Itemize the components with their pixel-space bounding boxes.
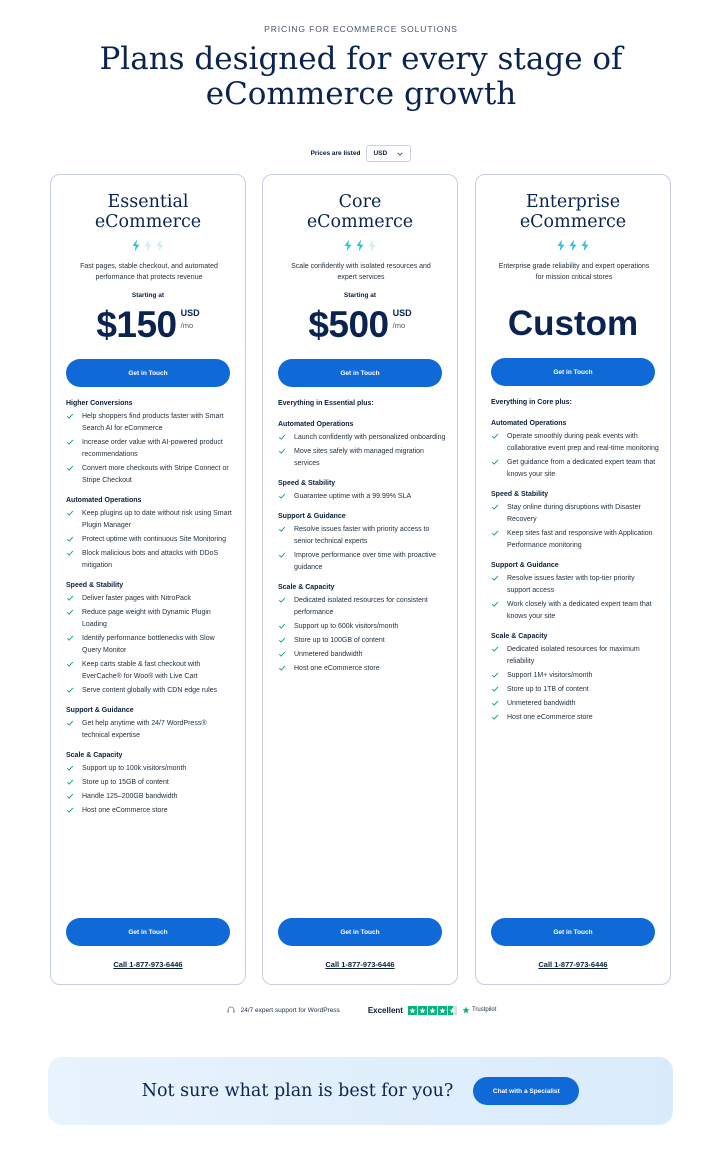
check-icon xyxy=(491,458,499,466)
feature-section xyxy=(66,752,234,817)
feature-item xyxy=(278,649,446,661)
chevron-down-icon xyxy=(396,150,404,158)
price-meta xyxy=(181,308,200,347)
star-icon xyxy=(439,1007,446,1014)
plan-description: Enterprise grade reliability and expert operations for mission critical stores xyxy=(498,263,650,281)
feature-item xyxy=(66,685,234,697)
trustpilot-rating[interactable] xyxy=(368,1006,497,1015)
feature-section xyxy=(278,513,446,574)
bolt-icon xyxy=(556,239,566,252)
feature-item xyxy=(491,573,659,597)
star-icon xyxy=(429,1007,436,1014)
feature-item xyxy=(278,663,446,675)
starting-at-label: Starting at xyxy=(343,292,377,299)
bolt-icon xyxy=(580,239,590,252)
check-icon xyxy=(278,664,286,672)
feature-item-text: Host one eCommerce store xyxy=(294,665,380,672)
feature-item xyxy=(66,607,234,631)
check-icon xyxy=(278,433,286,441)
feature-item xyxy=(66,659,234,683)
currency-value: USD xyxy=(373,150,388,157)
currency-row xyxy=(0,145,722,162)
feature-item xyxy=(66,791,234,803)
bolt-icon xyxy=(131,239,141,252)
feature-item xyxy=(491,644,659,668)
star-icon xyxy=(449,1007,456,1014)
bolt-icon xyxy=(568,239,578,252)
feature-section-title: Speed & Stability xyxy=(278,480,336,487)
feature-item xyxy=(278,446,446,470)
check-icon xyxy=(66,792,74,800)
feature-section xyxy=(491,420,659,481)
check-icon xyxy=(491,685,499,693)
check-icon xyxy=(278,492,286,500)
price-row xyxy=(51,303,245,347)
feature-item-text: Host one eCommerce store xyxy=(82,807,168,814)
get-in-touch-button[interactable]: Get in Touch xyxy=(278,359,442,387)
rating-star xyxy=(448,1006,457,1015)
price: $150 xyxy=(96,304,177,345)
trust-row xyxy=(0,1005,722,1015)
feature-item xyxy=(278,524,446,548)
feature-item-text: Reduce page weight with Dynamic Plugin Loading xyxy=(82,609,211,628)
page-title-line-2: eCommerce growth xyxy=(205,76,517,112)
check-icon xyxy=(491,503,499,511)
feature-section xyxy=(66,707,234,742)
feature-item-text: Keep sites fast and responsive with Application Performance monitoring xyxy=(507,530,653,549)
feature-section-title: Scale & Capacity xyxy=(278,584,335,591)
feature-section-title: Scale & Capacity xyxy=(491,633,548,640)
feature-item xyxy=(66,411,234,435)
feature-section xyxy=(278,480,446,503)
price-custom: Custom xyxy=(507,304,639,343)
performance-rating xyxy=(263,239,457,252)
call-link[interactable]: Call 1-877-973-6446 xyxy=(538,960,608,969)
feature-list xyxy=(66,400,234,827)
price-currency: USD xyxy=(392,308,412,318)
trustpilot-star-icon xyxy=(462,1006,470,1014)
feature-item xyxy=(491,698,659,710)
feature-item xyxy=(278,432,446,444)
check-icon xyxy=(278,650,286,658)
trustpilot-logo xyxy=(462,1006,496,1014)
feature-section-title: Support & Guidance xyxy=(491,562,559,569)
feature-section xyxy=(491,633,659,724)
feature-item-text: Get help anytime with 24/7 WordPress® technical expertise xyxy=(82,720,207,739)
feature-item xyxy=(66,548,234,572)
feature-item-text: Block malicious bots and attacks with DDoS mitigation xyxy=(82,550,219,569)
feature-section-title: Automated Operations xyxy=(278,421,354,428)
bolt-icon xyxy=(343,239,353,252)
check-icon xyxy=(66,438,74,446)
cta-text: Not sure what plan is best for you? xyxy=(141,1081,454,1101)
feature-section xyxy=(66,400,234,487)
trustpilot-brand: Trustpilot xyxy=(471,1007,497,1013)
rating-word: Excellent xyxy=(367,1005,403,1015)
feature-list xyxy=(278,400,446,685)
price-currency: USD xyxy=(180,308,200,318)
rating-star xyxy=(428,1006,437,1015)
check-icon xyxy=(66,594,74,602)
check-icon xyxy=(278,551,286,559)
plan-name-line-1: Core xyxy=(338,192,382,212)
feature-item xyxy=(66,763,234,775)
check-icon xyxy=(278,525,286,533)
get-in-touch-button[interactable]: Get in Touch xyxy=(491,358,655,386)
check-icon xyxy=(278,622,286,630)
check-icon xyxy=(66,608,74,616)
check-icon xyxy=(66,464,74,472)
eyebrow: PRICING FOR ECOMMERCE SOLUTIONS xyxy=(264,24,458,34)
feature-item-text: Deliver faster pages with NitroPack xyxy=(82,595,191,602)
feature-item xyxy=(491,684,659,696)
plan-name-line-2: eCommerce xyxy=(519,212,627,232)
feature-item xyxy=(66,805,234,817)
feature-item-text: Get guidance from a dedicated expert team that knows your site xyxy=(507,459,656,478)
price-period: /mo xyxy=(180,321,194,330)
bolt-icon xyxy=(155,239,165,252)
get-in-touch-button-bottom[interactable]: Get in Touch xyxy=(491,918,655,946)
cta-banner xyxy=(48,1057,673,1125)
check-icon xyxy=(66,778,74,786)
feature-item xyxy=(491,712,659,724)
feature-item xyxy=(491,599,659,623)
feature-item xyxy=(66,718,234,742)
feature-item xyxy=(66,437,234,461)
check-icon xyxy=(278,636,286,644)
feature-item-text: Stay online during disruptions with Disaster Recovery xyxy=(507,504,641,523)
feature-item xyxy=(66,593,234,605)
plan-description: Fast pages, stable checkout, and automated performance that protects revenue xyxy=(80,263,218,281)
plan-description: Scale confidently with isolated resources and expert services xyxy=(291,263,431,281)
check-icon xyxy=(66,764,74,772)
feature-item xyxy=(66,463,234,487)
feature-section xyxy=(491,491,659,552)
feature-item-text: Dedicated isolated resources for consistent performance xyxy=(294,597,428,616)
feature-item-text: Unmetered bandwidth xyxy=(294,651,363,658)
check-icon xyxy=(66,549,74,557)
check-icon xyxy=(66,535,74,543)
plan-name xyxy=(476,192,670,232)
chat-with-specialist-button[interactable]: Chat with a Specialist xyxy=(473,1077,579,1105)
check-icon xyxy=(278,596,286,604)
feature-item xyxy=(491,670,659,682)
price-meta xyxy=(393,308,412,347)
price-period: /mo xyxy=(392,321,406,330)
check-icon xyxy=(491,699,499,707)
price-row xyxy=(263,303,457,347)
feature-item-text: Store up to 100GB of content xyxy=(294,637,385,644)
rating-star xyxy=(438,1006,447,1015)
performance-rating xyxy=(476,239,670,252)
rating-stars xyxy=(408,1006,457,1015)
feature-item-text: Keep plugins up to date without risk using Smart Plugin Manager xyxy=(82,510,232,529)
check-icon xyxy=(66,806,74,814)
plan-name xyxy=(51,192,245,232)
support-text: 24/7 expert support for WordPress xyxy=(240,1006,340,1014)
feature-item-text: Unmetered bandwidth xyxy=(507,700,576,707)
feature-section-title: Higher Conversions xyxy=(66,400,133,407)
feature-item-text: Convert more checkouts with Stripe Connect or Stripe Checkout xyxy=(82,465,229,484)
feature-section-title: Automated Operations xyxy=(66,497,142,504)
feature-item-text: Host one eCommerce store xyxy=(507,714,593,721)
currency-label: Prices are listed xyxy=(310,150,361,157)
feature-item-text: Help shoppers find products faster with Smart Search AI for eCommerce xyxy=(82,413,224,432)
feature-item-text: Store up to 1TB of content xyxy=(507,686,589,693)
check-icon xyxy=(66,660,74,668)
feature-item xyxy=(66,633,234,657)
feature-section xyxy=(66,582,234,697)
feature-item xyxy=(278,550,446,574)
feature-item-text: Support up to 100k visitors/month xyxy=(82,765,187,772)
check-icon xyxy=(491,671,499,679)
check-icon xyxy=(491,600,499,608)
feature-item xyxy=(278,635,446,647)
feature-list xyxy=(491,399,659,734)
feature-section-title: Support & Guidance xyxy=(278,513,346,520)
plan-name-line-1: Essential xyxy=(107,192,189,212)
feature-section-title: Automated Operations xyxy=(491,420,567,427)
plan-card-enterprise xyxy=(475,174,671,985)
feature-item-text: Support 1M+ visitors/month xyxy=(507,672,593,679)
feature-section xyxy=(278,584,446,675)
feature-item-text: Guarantee uptime with a 99.99% SLA xyxy=(294,493,412,500)
feature-item-text: Store up to 15GB of content xyxy=(82,779,169,786)
performance-rating xyxy=(51,239,245,252)
feature-item-text: Protect uptime with continuous Site Monitoring xyxy=(82,536,226,543)
feature-section-title: Support & Guidance xyxy=(66,707,134,714)
feature-intro: Everything in Essential plus: xyxy=(278,400,374,407)
feature-item-text: Serve content globally with CDN edge rules xyxy=(82,687,218,694)
bolt-icon xyxy=(143,239,153,252)
feature-item-text: Resolve issues faster with priority access to senior technical experts xyxy=(294,526,430,545)
get-in-touch-button-bottom[interactable]: Get in Touch xyxy=(278,918,442,946)
feature-item xyxy=(66,534,234,546)
check-icon xyxy=(66,412,74,420)
star-icon xyxy=(419,1007,426,1014)
star-icon xyxy=(409,1007,416,1014)
call-link[interactable]: Call 1-877-973-6446 xyxy=(113,960,183,969)
rating-star xyxy=(418,1006,427,1015)
get-in-touch-button-bottom[interactable]: Get in Touch xyxy=(66,918,230,946)
currency-select[interactable] xyxy=(366,145,411,162)
check-icon xyxy=(66,686,74,694)
plan-name-line-2: eCommerce xyxy=(94,212,202,232)
feature-section xyxy=(278,421,446,470)
price: $500 xyxy=(308,304,389,345)
feature-item xyxy=(491,431,659,455)
check-icon xyxy=(66,719,74,727)
feature-item-text: Dedicated isolated resources for maximum reliability xyxy=(507,646,640,665)
feature-item-text: Move sites safely with managed migration services xyxy=(294,448,424,467)
check-icon xyxy=(66,509,74,517)
feature-item-text: Work closely with a dedicated expert team that knows your site xyxy=(507,601,652,620)
feature-intro: Everything in Core plus: xyxy=(491,399,572,406)
feature-item xyxy=(66,777,234,789)
get-in-touch-button[interactable]: Get in Touch xyxy=(66,359,230,387)
feature-item-text: Improve performance over time with proactive guidance xyxy=(294,552,436,571)
check-icon xyxy=(491,529,499,537)
page-title-line-1: Plans designed for every stage of xyxy=(99,41,623,77)
feature-item xyxy=(491,457,659,481)
check-icon xyxy=(278,447,286,455)
plan-name-line-1: Enterprise xyxy=(525,192,621,212)
rating-star xyxy=(408,1006,417,1015)
feature-section-title: Scale & Capacity xyxy=(66,752,123,759)
feature-item xyxy=(278,595,446,619)
feature-item-text: Handle 125–200GB bandwidth xyxy=(82,793,178,800)
feature-section xyxy=(491,562,659,623)
page-title xyxy=(0,42,722,112)
check-icon xyxy=(491,574,499,582)
feature-item xyxy=(491,528,659,552)
plan-name xyxy=(263,192,457,232)
feature-item xyxy=(278,491,446,503)
feature-item-text: Resolve issues faster with top-tier priority support access xyxy=(507,575,635,594)
feature-item-text: Support up to 600k visitors/month xyxy=(294,623,399,630)
headset-icon xyxy=(226,1005,236,1015)
plan-name-line-2: eCommerce xyxy=(306,212,414,232)
call-link[interactable]: Call 1-877-973-6446 xyxy=(325,960,395,969)
feature-item-text: Identify performance bottlenecks with Slow Query Monitor xyxy=(82,635,215,654)
starting-at-label: Starting at xyxy=(131,292,165,299)
feature-item xyxy=(491,502,659,526)
support-badge xyxy=(226,1005,340,1015)
feature-section-title: Speed & Stability xyxy=(66,582,124,589)
check-icon xyxy=(491,713,499,721)
feature-section xyxy=(66,497,234,572)
feature-item xyxy=(278,621,446,633)
bolt-icon xyxy=(367,239,377,252)
check-icon xyxy=(491,432,499,440)
feature-item-text: Launch confidently with personalized onboarding xyxy=(294,434,446,441)
check-icon xyxy=(66,634,74,642)
bolt-icon xyxy=(355,239,365,252)
feature-section-title: Speed & Stability xyxy=(491,491,549,498)
plan-card-essential xyxy=(50,174,246,985)
check-icon xyxy=(491,645,499,653)
feature-item-text: Keep carts stable & fast checkout with EverCache® for Woo® with Live Cart xyxy=(82,661,201,680)
feature-item xyxy=(66,508,234,532)
feature-item-text: Increase order value with AI-powered product recommendations xyxy=(82,439,223,458)
plan-card-core xyxy=(262,174,458,985)
feature-item-text: Operate smoothly during peak events with collaborative event prep and real-time monitoring xyxy=(507,433,659,452)
